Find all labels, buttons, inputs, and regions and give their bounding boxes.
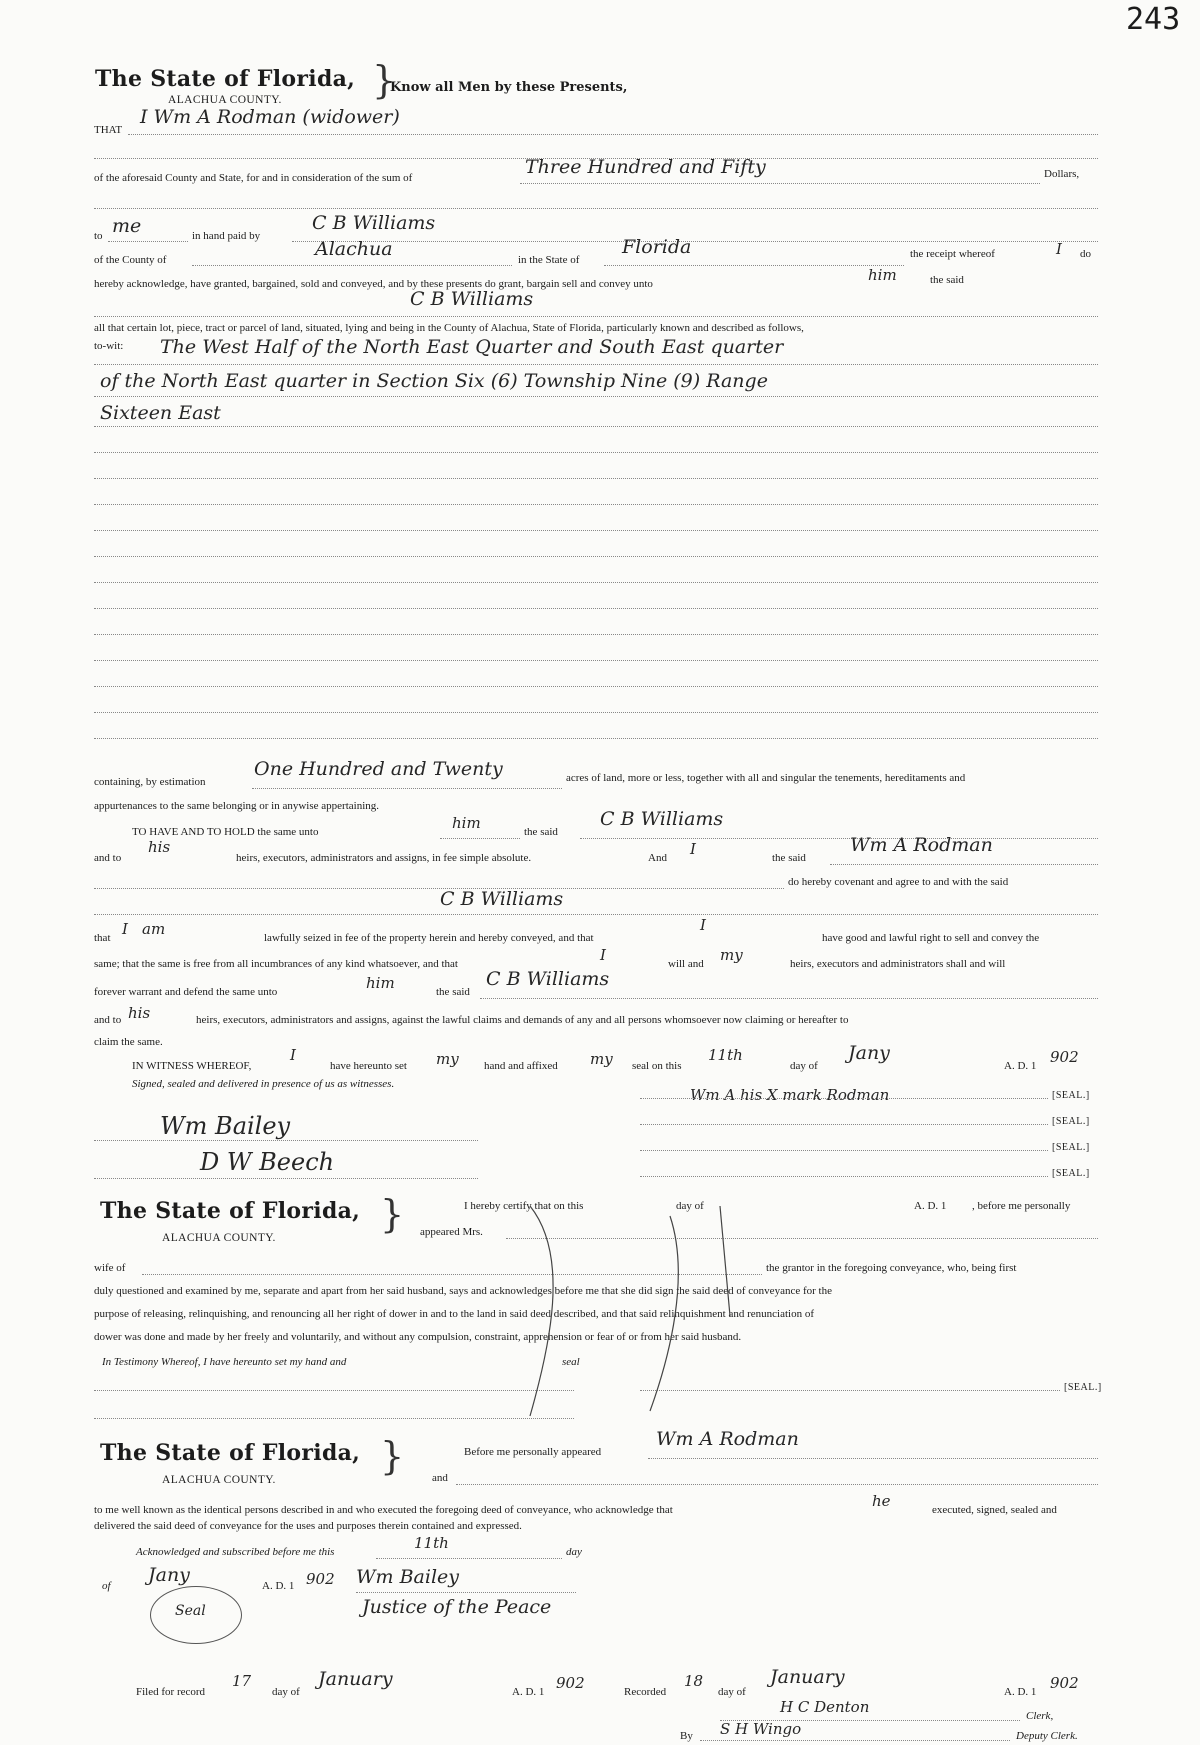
sum-handwritten: Three Hundred and Fifty xyxy=(525,156,766,178)
fill-line xyxy=(94,556,1098,557)
dower-seal-label: [SEAL.] xyxy=(1064,1382,1102,1393)
that-label: THAT xyxy=(94,124,123,136)
have-handwritten: him xyxy=(452,814,481,832)
dower-grantor-text: the grantor in the foregoing conveyance, who, being first xyxy=(766,1262,1017,1274)
and-handwritten: I xyxy=(690,840,696,858)
ack-year-handwritten: 902 xyxy=(306,1570,335,1588)
ack-day-handwritten: 11th xyxy=(414,1534,449,1552)
recorded-day-of-label: day of xyxy=(718,1686,746,1698)
grantee2-handwritten: C B Williams xyxy=(410,288,534,310)
my-handwritten-3: my xyxy=(590,1050,613,1068)
fill-line xyxy=(94,208,1098,209)
fill-line xyxy=(376,1558,562,1559)
and-to2-label: and to xyxy=(94,1014,122,1026)
day-handwritten: 11th xyxy=(708,1046,743,1064)
filed-year-handwritten: 902 xyxy=(556,1674,585,1692)
fill-line xyxy=(456,1484,1098,1485)
ack-state-title: The State of Florida, xyxy=(100,1440,361,1466)
fill-line xyxy=(94,478,1098,479)
the-said2-label: the said xyxy=(772,852,806,864)
acres-text: acres of land, more or less, together with all and singular the tenements, hereditaments and xyxy=(566,772,966,784)
receipt-handwritten: I xyxy=(1056,240,1062,258)
fill-line xyxy=(94,634,1098,635)
seal-label-4: [SEAL.] xyxy=(1052,1168,1090,1179)
filed-ad-label: A. D. 1 xyxy=(512,1686,545,1698)
ad-label: A. D. 1 xyxy=(1004,1060,1037,1072)
know-all-heading: Know all Men by these Presents, xyxy=(390,80,628,95)
seal-label-1: [SEAL.] xyxy=(1052,1090,1090,1101)
his-handwritten: his xyxy=(148,838,171,856)
page-number: 243 xyxy=(1126,2,1181,37)
ack-he-handwritten: he xyxy=(872,1492,891,1510)
fill-line xyxy=(292,241,1098,242)
dower-before-me-text: , before me personally xyxy=(972,1200,1071,1212)
consideration-text: of the aforesaid County and State, for and in consideration of the sum of xyxy=(94,172,413,184)
clerk-label: Clerk, xyxy=(1026,1710,1054,1722)
fill-line xyxy=(440,838,520,839)
month-handwritten: Jany xyxy=(848,1042,890,1064)
year-handwritten: 902 xyxy=(1050,1048,1079,1066)
filed-text: Filed for record xyxy=(136,1686,206,1698)
fill-line xyxy=(640,1176,1048,1177)
signed-sealed-text: Signed, sealed and delivered in presence of us as witnesses. xyxy=(132,1078,395,1090)
dollars-label: Dollars, xyxy=(1044,168,1080,180)
notary-seal-text: Seal xyxy=(175,1603,206,1619)
description-line-3: Sixteen East xyxy=(100,402,221,424)
brace-icon: } xyxy=(380,1192,405,1236)
fill-line xyxy=(94,582,1098,583)
fill-line xyxy=(94,660,1098,661)
same-text: same; that the same is free from all incumbrances of any kind whatsoever, and that xyxy=(94,958,458,970)
covenant-grantee-handwritten: C B Williams xyxy=(440,888,564,910)
fill-line xyxy=(94,452,1098,453)
do-label: do xyxy=(1080,248,1091,260)
hereunto-set-text: have hereunto set xyxy=(330,1060,407,1072)
state-handwritten: Florida xyxy=(622,236,692,258)
witness-handwritten: I xyxy=(290,1046,296,1064)
to-handwritten: me xyxy=(112,215,142,237)
seized-handwritten: I xyxy=(700,916,706,934)
seal-on-this-text: seal on this xyxy=(632,1060,682,1072)
witness1-signature: Wm Bailey xyxy=(160,1112,291,1140)
ack-county-label: ALACHUA COUNTY. xyxy=(162,1474,276,1486)
seal-label-3: [SEAL.] xyxy=(1052,1142,1090,1153)
same-handwritten: I xyxy=(600,946,606,964)
dower-line-3: purpose of releasing, relinquishing, and renouncing all her right of dower in and to the land in said deed described, and that said relinquishment and renunciation of xyxy=(94,1308,814,1320)
seal-label-2: [SEAL.] xyxy=(1052,1116,1090,1127)
fill-line xyxy=(640,1098,1048,1099)
fill-line xyxy=(94,686,1098,687)
recorded-month-handwritten: January xyxy=(770,1666,845,1688)
fill-line xyxy=(94,1140,478,1141)
to-wit-label: to-wit: xyxy=(94,340,124,352)
fill-line xyxy=(192,265,512,266)
dower-day-of-label: day of xyxy=(676,1200,704,1212)
fill-line xyxy=(356,1592,576,1593)
dower-state-title: The State of Florida, xyxy=(100,1198,361,1224)
have-grantee-handwritten: C B Williams xyxy=(600,808,724,830)
ack-appeared-handwritten: Wm A Rodman xyxy=(656,1428,799,1450)
fill-line xyxy=(94,1178,478,1179)
state-title: The State of Florida, xyxy=(95,66,356,92)
ack-officer-signature: Wm Bailey xyxy=(356,1566,460,1588)
county-of-label: of the County of xyxy=(94,254,167,266)
fill-line xyxy=(128,134,1098,135)
ack-line-2: delivered the said deed of conveyance for the uses and purposes therein contained and expressed. xyxy=(94,1520,522,1532)
grantor-handwritten: I Wm A Rodman (widower) xyxy=(140,106,400,128)
his-handwritten-2: his xyxy=(128,1004,151,1022)
seized-text: lawfully seized in fee of the property herein and hereby conveyed, and that xyxy=(264,932,594,944)
grantee-handwritten: C B Williams xyxy=(312,212,436,234)
dower-county-label: ALACHUA COUNTY. xyxy=(162,1232,276,1244)
my-handwritten-2: my xyxy=(436,1050,459,1068)
deputy-signature: S H Wingo xyxy=(720,1720,802,1738)
filed-day-handwritten: 17 xyxy=(232,1672,252,1690)
covenant-text: do hereby covenant and agree to and with the said xyxy=(788,876,1009,888)
clerk-signature: H C Denton xyxy=(780,1698,870,1716)
claims-text: heirs, executors, administrators and assigns, against the lawful claims and demands of any and all persons whomsoever now claiming or hereafter to xyxy=(196,1014,849,1026)
and-to-label: and to xyxy=(94,852,122,864)
unto-handwritten: him xyxy=(868,266,897,284)
that-handwritten-2: am xyxy=(142,920,166,938)
ack-day-label: day xyxy=(566,1546,582,1558)
land-text: all that certain lot, piece, tract or parcel of land, situated, lying and being in the County of Alachua, State of Florida, particularly known and described as follows, xyxy=(94,322,804,334)
ack-month-handwritten: Jany xyxy=(148,1564,190,1586)
fill-line xyxy=(520,183,1040,184)
fill-line xyxy=(94,504,1098,505)
acres-handwritten: One Hundred and Twenty xyxy=(254,758,503,780)
recorded-ad-label: A. D. 1 xyxy=(1004,1686,1037,1698)
fill-line xyxy=(94,530,1098,531)
ack-ad-label: A. D. 1 xyxy=(262,1580,295,1592)
to-label: to xyxy=(94,230,103,242)
state-of-label: in the State of xyxy=(518,254,580,266)
hand-affixed-text: hand and affixed xyxy=(484,1060,558,1072)
brace-icon: } xyxy=(380,1434,405,1478)
county-label: ALACHUA COUNTY. xyxy=(168,94,282,106)
fill-line xyxy=(580,838,1098,839)
filed-day-of-label: day of xyxy=(272,1686,300,1698)
my-handwritten: my xyxy=(720,946,743,964)
filed-month-handwritten: January xyxy=(318,1668,393,1690)
fill-line xyxy=(94,888,784,889)
appurtenances-text: appurtenances to the same belonging or in anywise appertaining. xyxy=(94,800,379,812)
brace-icon: } xyxy=(372,58,397,102)
dower-line-2: duly questioned and examined by me, separate and apart from her said husband, says and acknowledges before me that she did sign the said deed of conveyance for the xyxy=(94,1285,832,1297)
dower-ad-label: A. D. 1 xyxy=(914,1200,947,1212)
dower-appeared-text: appeared Mrs. xyxy=(420,1226,483,1238)
have-said-label: the said xyxy=(524,826,558,838)
receipt-whereof-text: the receipt whereof xyxy=(910,248,995,260)
ack-executed-text: executed, signed, sealed and xyxy=(932,1504,1057,1516)
fill-line xyxy=(480,998,1098,999)
fill-line xyxy=(94,396,1098,397)
dower-wife-of-label: wife of xyxy=(94,1262,126,1274)
fill-line xyxy=(108,241,188,242)
fill-line xyxy=(640,1124,1048,1125)
description-line-1: The West Half of the North East Quarter and South East quarter xyxy=(160,336,784,358)
recorded-day-handwritten: 18 xyxy=(684,1672,704,1690)
county-handwritten: Alachua xyxy=(315,238,393,260)
fill-line xyxy=(604,265,904,266)
fill-line xyxy=(640,1150,1048,1151)
that2-label: that xyxy=(94,932,111,944)
fill-line xyxy=(94,738,1098,739)
fill-line xyxy=(94,364,1098,365)
dower-testimony-text: In Testimony Whereof, I have hereunto set my hand and xyxy=(102,1356,347,1368)
fill-line xyxy=(252,788,562,789)
ack-officer-title: Justice of the Peace xyxy=(362,1596,552,1618)
paid-by-text: in hand paid by xyxy=(192,230,261,242)
the-said-label: the said xyxy=(930,274,964,286)
recorded-text: Recorded xyxy=(624,1686,667,1698)
fill-line xyxy=(94,914,1098,915)
deputy-clerk-label: Deputy Clerk. xyxy=(1016,1730,1078,1742)
forever-text: forever warrant and defend the same unto xyxy=(94,986,278,998)
ack-subscribed-text: Acknowledged and subscribed before me this xyxy=(136,1546,335,1558)
fill-line xyxy=(648,1458,1098,1459)
ack-of-label: of xyxy=(102,1580,111,1592)
forever-grantee-handwritten: C B Williams xyxy=(486,968,610,990)
witness-text: IN WITNESS WHEREOF, xyxy=(132,1060,252,1072)
will-and-label: will and xyxy=(668,958,704,970)
fill-line xyxy=(94,426,1098,427)
forever-handwritten: him xyxy=(366,974,395,992)
heirs-forever-text: heirs, executors and administrators shall and will xyxy=(790,958,1006,970)
acknowledge-text: hereby acknowledge, have granted, bargained, sold and conveyed, and by these presents do grant, bargain sell and convey unto xyxy=(94,278,653,290)
fill-line xyxy=(700,1740,1010,1741)
grantor-name-handwritten: Wm A Rodman xyxy=(850,834,993,856)
ack-before-me-text: Before me personally appeared xyxy=(464,1446,602,1458)
ack-line-1: to me well known as the identical persons described in and who executed the foregoing deed of conveyance, who acknowledge that xyxy=(94,1504,673,1516)
fill-line xyxy=(94,608,1098,609)
notary-seal-icon xyxy=(150,1586,242,1644)
containing-text: containing, by estimation xyxy=(94,776,206,788)
fill-line xyxy=(94,712,1098,713)
that-handwritten-1: I xyxy=(122,920,128,938)
heirs-text: heirs, executors, administrators and assigns, in fee simple absolute. xyxy=(236,852,532,864)
forever-said-label: the said xyxy=(436,986,470,998)
dower-seal-word: seal xyxy=(562,1356,580,1368)
and-label: And xyxy=(648,852,667,864)
fill-line xyxy=(94,316,1098,317)
claim-same-text: claim the same. xyxy=(94,1036,163,1048)
dower-line-4: dower was done and made by her freely and voluntarily, and without any compulsion, constraint, apprehension or fear of or from her said husband. xyxy=(94,1331,742,1343)
recorded-year-handwritten: 902 xyxy=(1050,1674,1079,1692)
strike-mark-icon xyxy=(490,1196,750,1426)
day-of-label: day of xyxy=(790,1060,818,1072)
right-text: have good and lawful right to sell and convey the xyxy=(822,932,1040,944)
by-label: By xyxy=(680,1730,693,1742)
dower-certify-text: I hereby certify that on this xyxy=(464,1200,584,1212)
fill-line xyxy=(830,864,1098,865)
description-line-2: of the North East quarter in Section Six (6) Township Nine (9) Range xyxy=(100,370,768,392)
to-have-text: TO HAVE AND TO HOLD the same unto xyxy=(132,826,319,838)
witness2-signature: D W Beech xyxy=(200,1148,335,1176)
ack-and-label: and xyxy=(432,1472,448,1484)
grantor-signature: Wm A his X mark Rodman xyxy=(690,1086,890,1104)
